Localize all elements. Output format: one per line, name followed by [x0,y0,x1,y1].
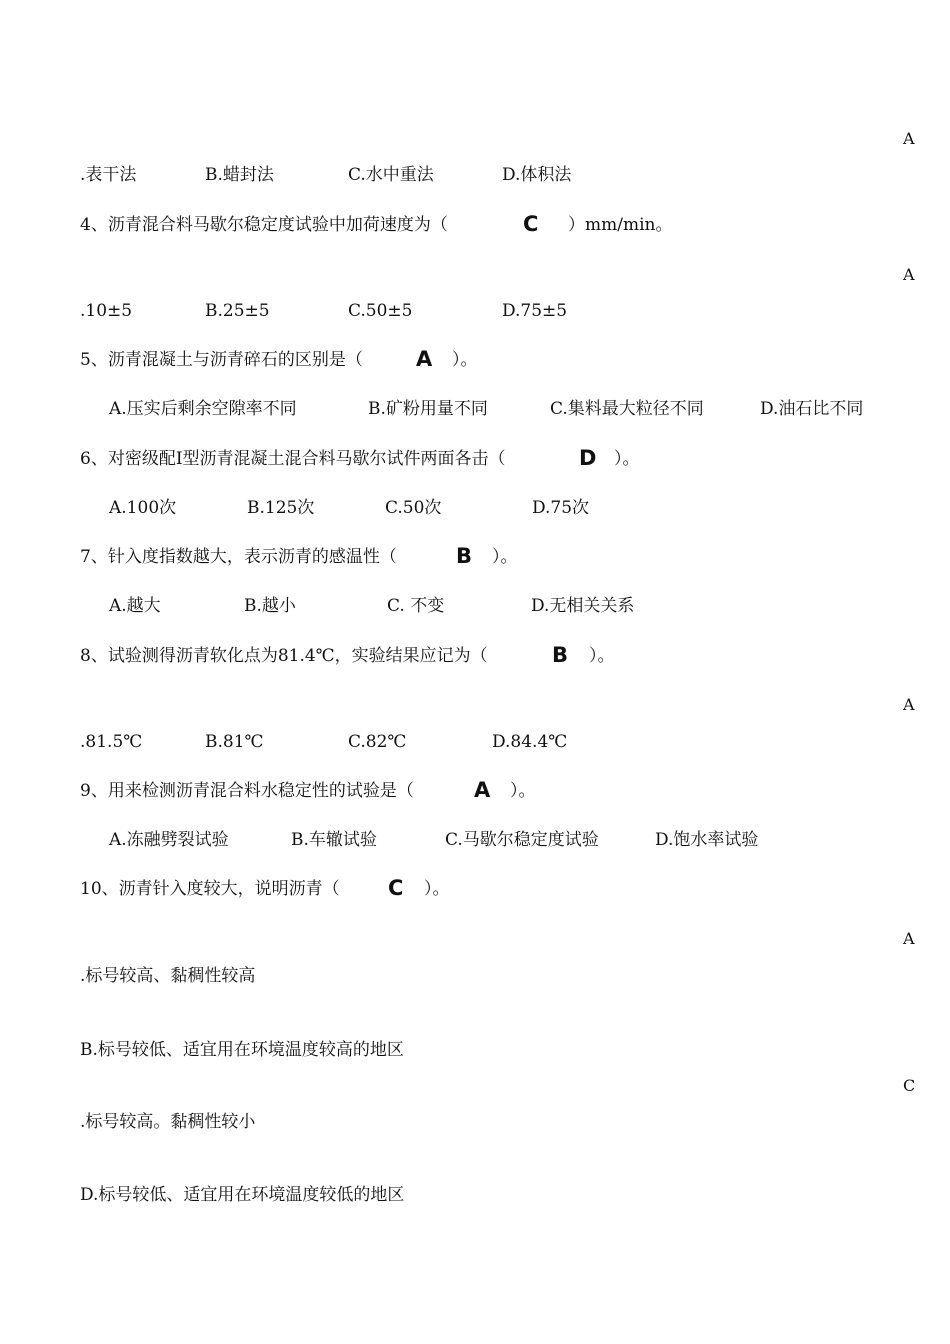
q6-option-d: D.75次 [532,498,590,518]
q10-option-b: B.标号较低、适宜用在环境温度较高的地区 [80,1040,404,1060]
q7-option-c: C. 不变 [387,596,445,616]
q9-stem-end: ）。 [510,781,536,801]
q9-option-c: C.马歇尔稳定度试验 [445,830,599,850]
q9-option-d: D.饱水率试验 [655,830,759,850]
q10-stem-end: ）。 [424,879,450,899]
q8-stem: 8、试验测得沥青软化点为81.4℃，实验结果应记为（ [80,646,488,666]
q10-option-c: .标号较高。黏稠性较小 [80,1112,256,1132]
q4-option-a: .10±5 [80,301,133,321]
q10-option-a: .标号较高、黏稠性较高 [80,966,256,986]
q7-stem: 7、针入度指数越大，表示沥青的感温性（ [80,547,397,567]
margin-marker: C [903,1076,916,1095]
q5-stem-end: ）。 [452,350,478,370]
margin-marker: A [903,929,915,948]
q5-stem: 5、沥青混凝土与沥青碎石的区别是（ [80,350,363,370]
q3-option-c: C.水中重法 [348,165,434,185]
q6-stem: 6、对密级配Ⅰ型沥青混凝土混合料马歇尔试件两面各击（ [80,449,506,469]
q4-option-c: C.50±5 [348,301,413,321]
q8-option-a: .81.5℃ [80,732,143,752]
q10-stem: 10、沥青针入度较大，说明沥青（ [80,879,340,899]
q5-option-c: C.集料最大粒径不同 [550,399,704,419]
q7-option-b: B.越小 [244,596,296,616]
q3-option-b: B.蜡封法 [205,165,274,185]
q7-option-a: A.越大 [109,596,161,616]
q6-option-c: C.50次 [385,498,442,518]
q4-option-b: B.25±5 [205,301,270,321]
q5-answer: A [416,347,433,371]
q6-stem-end: ）。 [614,449,640,469]
q8-option-b: B.81℃ [205,732,264,752]
q4-stem: 4、沥青混合料马歇尔稳定度试验中加荷速度为（ [80,215,448,235]
q8-option-d: D.84.4℃ [492,732,568,752]
q4-option-d: D.75±5 [502,301,568,321]
margin-marker: A [903,129,915,148]
q5-option-d: D.油石比不同 [760,399,864,419]
q8-stem-end: ）。 [589,646,615,666]
q3-option-d: D.体积法 [502,165,572,185]
q9-option-b: B.车辙试验 [291,830,377,850]
q7-answer: B [456,544,473,568]
q10-answer: C [388,876,404,900]
q8-answer: B [552,643,569,667]
q6-option-a: A.100次 [109,498,177,518]
q6-option-b: B.125次 [247,498,315,518]
q5-option-a: A.压实后剩余空隙率不同 [109,399,297,419]
q3-option-a: .表干法 [80,165,137,185]
q7-stem-end: ）。 [492,547,518,567]
margin-marker: A [903,265,915,284]
q10-option-d: D.标号较低、适宜用在环境温度较低的地区 [80,1185,405,1205]
q7-option-d: D.无相关关系 [531,596,635,616]
q4-stem-end: ）mm/min。 [568,215,673,235]
q9-option-a: A.冻融劈裂试验 [109,830,229,850]
q9-answer: A [474,778,491,802]
q5-option-b: B.矿粉用量不同 [368,399,488,419]
q6-answer: D [579,446,597,470]
margin-marker: A [903,695,915,714]
q4-answer: C [523,212,539,236]
q9-stem: 9、用来检测沥青混合料水稳定性的试验是（ [80,781,414,801]
q8-option-c: C.82℃ [348,732,407,752]
